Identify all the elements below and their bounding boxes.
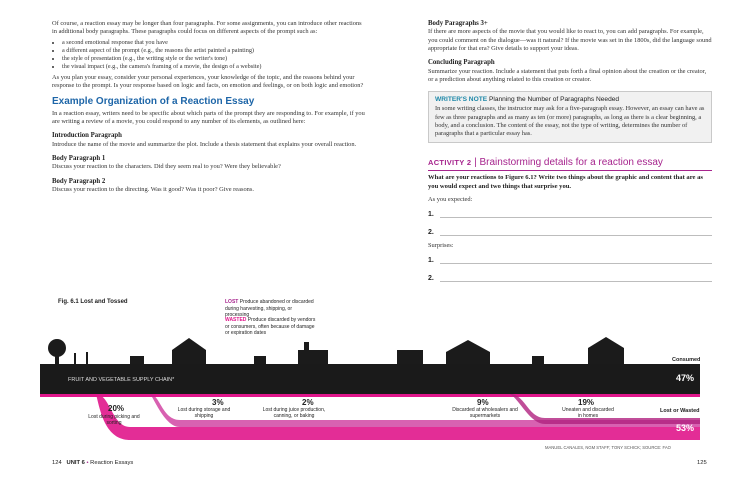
section-text: Introduce the name of the movie and summarize the plot. Include a thesis statement that explains your overall reaction.: [52, 140, 357, 148]
truck-icon: [254, 356, 266, 364]
unit-label: UNIT 6: [66, 460, 85, 466]
supermarket-icon: [446, 340, 490, 364]
list-item: • a second emotional response that you have: [62, 39, 368, 47]
activity-heading: ACTIVITY 2 | Brainstorming details for a reaction essay: [428, 157, 663, 169]
writers-note-title: Planning the Number of Paragraphs Needed: [488, 96, 620, 104]
writers-note-label: WRITER'S NOTE: [435, 96, 488, 104]
stage-percent: 2%: [302, 398, 314, 407]
stage-label: Lost during juice production, canning, or baking: [262, 407, 326, 419]
section-title: Body Paragraph 1: [52, 154, 106, 162]
wasted-text: Produce discarded by vendors or consumers, often because of damage or expiration dates: [225, 317, 316, 337]
section-title: Introduction Paragraph: [52, 132, 122, 140]
delivery-truck-icon: [397, 350, 423, 364]
figure-title: Fig. 6.1 Lost and Tossed: [58, 299, 128, 305]
chimney-icon: [304, 342, 309, 350]
activity-prompt: What are your reactions to Figure 6.1? Write two things about the graphic and content that are as you would expect and two things that surprise you.: [428, 174, 703, 190]
list-item: • the visual impact (e.g., the camera's framing of a movie, the design of a website): [62, 63, 368, 71]
stage-label: Discarded at wholesalers and supermarkets: [452, 407, 518, 419]
right-footer: [697, 460, 707, 466]
page-number: 124: [52, 460, 62, 466]
consumed-label: Consumed: [672, 357, 701, 363]
surprises-label: Surprises:: [428, 242, 454, 250]
stage-percent: 19%: [578, 398, 595, 407]
expected-label: As you expected:: [428, 195, 473, 203]
section-text: Discuss your reaction to the characters. Did they seem real to you? Were they believable?: [52, 163, 281, 171]
house-icon: [588, 337, 624, 364]
stage-label: Lost during storage and shipping: [177, 407, 231, 419]
left-footer: 124 UNIT 6 • Reaction Essays: [52, 460, 134, 466]
tractor-icon: [130, 356, 144, 364]
lost-wasted-label: Lost or Wasted: [660, 408, 700, 414]
factory-icon: [298, 350, 328, 364]
section-title: Body Paragraphs 3+: [428, 20, 488, 27]
item-number: 1.: [428, 257, 434, 265]
list-item: • the style of presentation (e.g., the writing style or the writer's tone): [62, 55, 368, 63]
stage-label: Lost during picking and sorting: [88, 414, 140, 426]
list-item: • a different aspect of the prompt (e.g., the reasons the artist painted a painting): [62, 47, 368, 55]
lost-wasted-percent: 53%: [676, 423, 695, 433]
section-title: Concluding Paragraph: [428, 59, 495, 67]
section-title: Body Paragraph 2: [52, 177, 106, 185]
lost-label: LOST: [225, 299, 239, 305]
stage-label: Uneaten and discarded in homes: [562, 407, 614, 419]
chain-label: FRUIT AND VEGETABLE SUPPLY CHAIN*: [68, 377, 175, 383]
writers-note-text: In some writing classes, the instructor may ask for a five-paragraph essay. However, an essay can have as few as three paragraphs and as many as ten (or more) paragraphs, as long as there is a clear beginning, a body, and a conclusion. The content of the essay, not the type of writing, determines the number of paragraphs that a particular essay has.: [435, 105, 705, 138]
section-text: Discuss your reaction to the directing. Was it good? Was it poor? Give reasons.: [52, 185, 254, 193]
activity-label: ACTIVITY 2: [428, 158, 472, 168]
lost-text: Produce abandoned or discarded during harvesting, shipping, or processing: [225, 299, 314, 319]
car-icon: [532, 356, 544, 364]
intro-paragraph: Of course, a reaction essay may be longer than four paragraphs. For some assignments, you can introduce other reactions in additional body paragraphs. These paragraphs could focus on different aspects of the prompt such as:: [52, 20, 362, 36]
item-number: 2.: [428, 229, 434, 237]
plan-paragraph: As you plan your essay, consider your personal experiences, your knowledge of the topic, and the reasons behind your response to the prompt. Is your response based on logic and facts, on emotion and feelings, or on both logic and emotion?: [52, 73, 364, 90]
wasted-label: WASTED: [225, 317, 247, 323]
unit-title: Reaction Essays: [90, 460, 134, 466]
activity-title: Brainstorming details for a reaction essay: [479, 157, 663, 169]
stage-percent: 9%: [477, 398, 489, 407]
worker-icon: [86, 352, 88, 364]
item-number: 2.: [428, 275, 434, 283]
example-intro: In a reaction essay, writers need to be specific about which parts of the prompt they are responding to. For example, if you are writing a review of a movie, you could respond to any number of its elements, as outlined here:: [52, 109, 365, 125]
item-number: 1.: [428, 211, 434, 219]
worker-icon: [74, 353, 76, 364]
stage-percent: 3%: [212, 398, 224, 407]
consumed-percent: 47%: [676, 373, 695, 383]
stage-percent: 20%: [108, 404, 125, 413]
section-text: Summarize your reaction. Include a statement that puts forth a final opinion about the creation or the creator, or a prediction about anything related to this creation or creator.: [428, 67, 707, 83]
figure-credit: MANUEL CANALES, NGM STAFF; TONY SCHICK; SOURCE: FAO: [545, 445, 671, 450]
tree-trunk: [55, 348, 59, 364]
waste-edge: [40, 394, 700, 397]
page-number: 125: [697, 460, 707, 466]
barn-icon: [172, 338, 206, 364]
section-heading: Example Organization of a Reaction Essay: [52, 95, 255, 107]
section-text: If there are more aspects of the movie that you would like to react to, you can add paragraphs. For example, you could comment on the dialogue—was it natural? If the movie was set in the 1800s, did the language sound appropriate for that era? Give details to support your ideas.: [428, 28, 712, 52]
